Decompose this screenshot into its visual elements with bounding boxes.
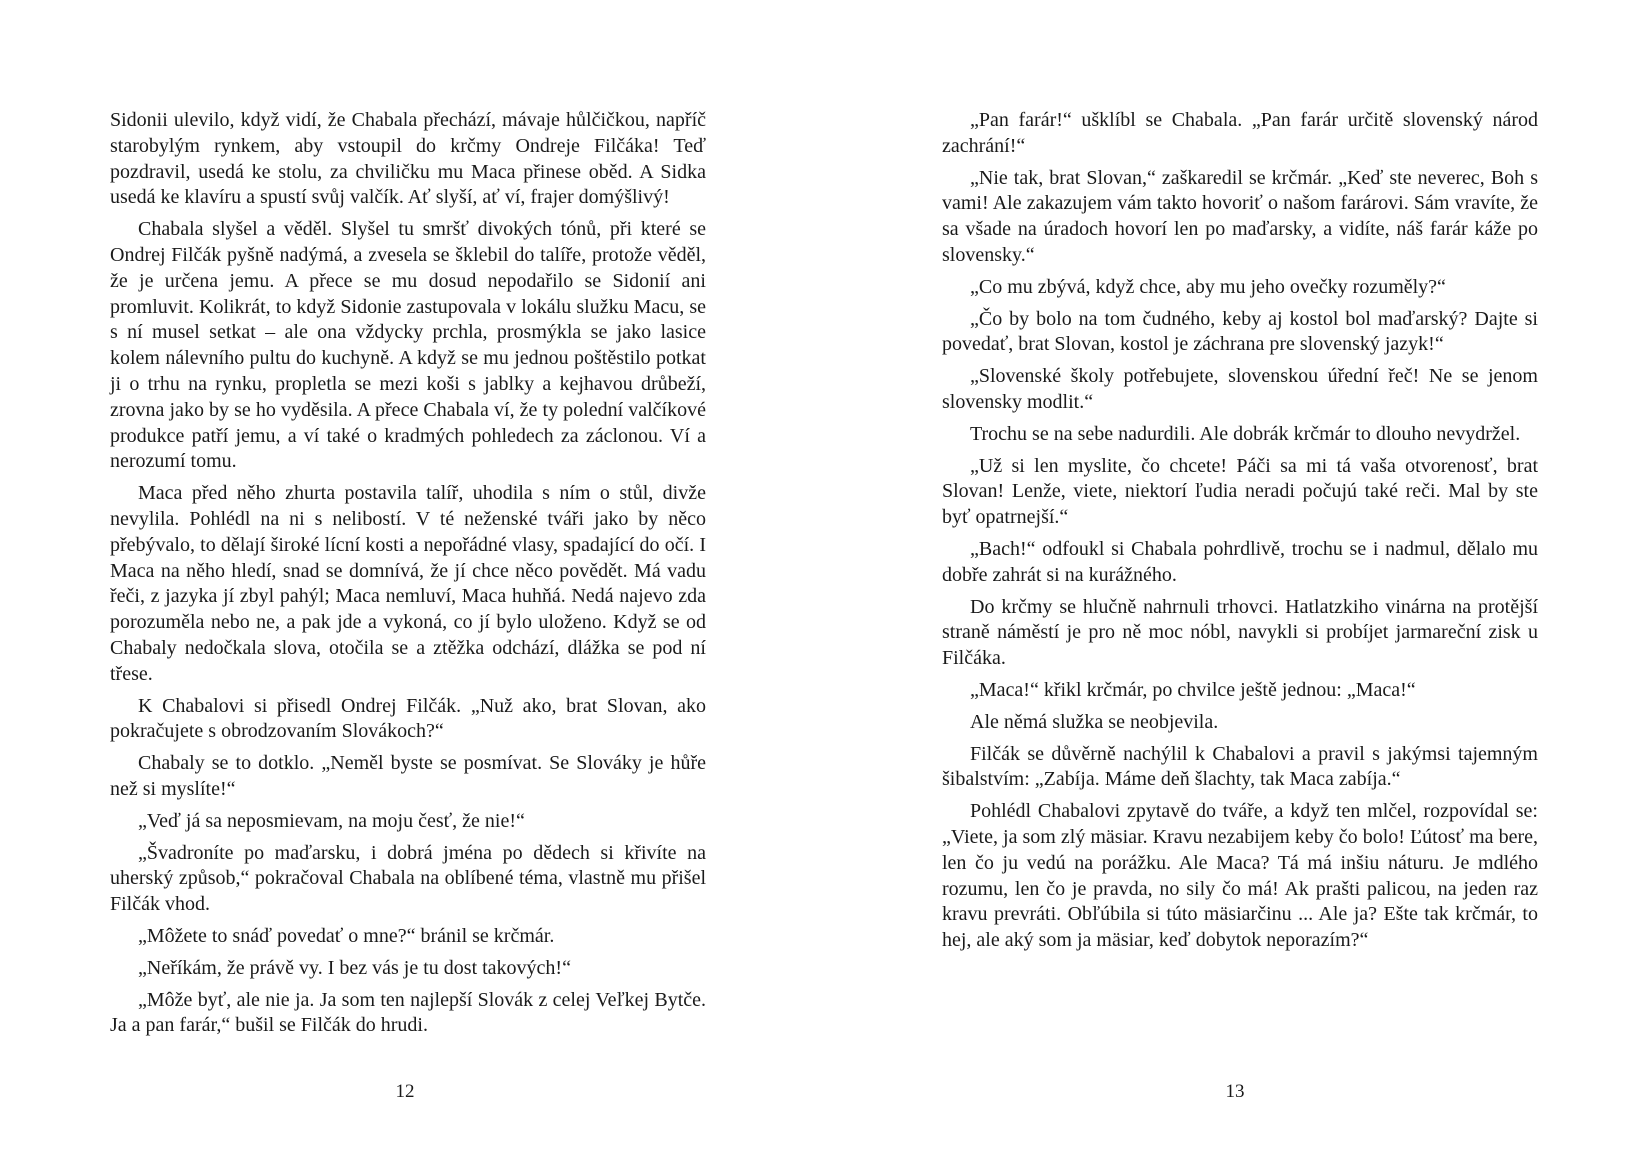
paragraph: „Bach!“ odfoukl si Chabala pohrdlivě, trochu se i nadmul, dělalo mu dobře zahrát si na kurážného. <box>942 537 1538 586</box>
paragraph: K Chabalovi si přisedl Ondrej Filčák. „Nuž ako, brat Slovan, ako pokračujete s obrodzovaním Slovákoch?“ <box>110 694 706 743</box>
right-page-text <box>942 108 1538 960</box>
right-page <box>820 0 1641 1153</box>
paragraph: „Nie tak, brat Slovan,“ zaškaredil se krčmár. „Keď ste neverec, Boh s vami! Ale zakazujem vám takto hovoriť o našom farárovi. Sám vravíte, že sa všade na úradoch hovorí len po maďarsky, a vidíte, náš farár káže po slovensky.“ <box>942 166 1538 266</box>
paragraph: „Co mu zbývá, když chce, aby mu jeho ovečky rozuměly?“ <box>970 275 1446 298</box>
page-number: 12 <box>395 1081 415 1102</box>
paragraph: „Maca!“ křikl krčmár, po chvilce ještě jednou: „Maca!“ <box>970 678 1416 701</box>
paragraph: Maca před něho zhurta postavila talíř, uhodila s ním o stůl, divže nevylila. Pohlédl na ni s nelibostí. V té neženské tváři jako by něco přebývalo, to dělají široké lícní kosti a nepořádné vlasy, spadající do očí. I Maca na něho hledí, snad se domnívá, že jí chce něco povědět. Má vadu řeči, z jazyka jí zbyl pahýl; Maca nemluví, Maca huhňá. Nedá najevo zda porozuměla nebo ne, a pak jde a vykoná, co jí bylo uloženo. Když se od Chabaly nedočkala slova, otočila se a ztěžka odchází, dlážka se pod ní třese. <box>110 482 706 685</box>
paragraph: „Slovenské školy potřebujete, slovenskou úřední řeč! Ne se jenom slovensky modlit.“ <box>942 365 1538 413</box>
paragraph: Filčák se důvěrně nachýlil k Chabalovi a pravil s jakýmsi tajemným šibalstvím: „Zabíja. Máme deň šlachty, tak Maca zabíja.“ <box>942 742 1538 791</box>
paragraph: Chabaly se to dotklo. „Neměl byste se posmívat. Se Slováky je hůře než si myslíte!“ <box>110 752 706 800</box>
paragraph: „Švadroníte po maďarsku, i dobrá jména po dědech si křivíte na uherský způsob,“ pokračoval Chabala na oblíbené téma, vlastně mu přišel Filčák vhod. <box>110 841 706 916</box>
paragraph: „Čo by bolo na tom čudného, keby aj kostol bol maďarský? Dajte si povedať, brat Slovan, kostol je záchrana pre slovenský jazyk!“ <box>942 307 1538 356</box>
paragraph: „Veď já sa neposmievam, na moju česť, že nie!“ <box>138 809 525 832</box>
paragraph: „Pan farár!“ ušklíbl se Chabala. „Pan farár určitě slovenský národ zachrání!“ <box>942 109 1538 157</box>
paragraph: Chabala slyšel a věděl. Slyšel tu smršť divokých tónů, při které se Ondrej Filčák pyšně nadýmá, a zvesela se šklebil do talíře, protože věděl, že je určena jemu. A přece se mu dosud nepodařilo se Sidonií ani promluvit. Kolikrát, to když Sidonie zastupovala v lokálu služku Macu, se s ní musel setkat – ale ona vždycky prchla, prosmýkla se jako lasice kolem nálevního pultu do kuchyně. A když se mu jednou poštěstilo potkat ji o trhu na rynku, propletla se mezi koši s jablky a kejhavou drůbeží, zrovna jako by se ho vyděsila. A přece Chabala ví, že ty polední valčíkové produkce patří jemu, a ví také o kradmých pohledech za záclonou. Ví a nerozumí tomu. <box>110 218 706 473</box>
left-page <box>0 0 820 1153</box>
paragraph: „Neříkám, že právě vy. I bez vás je tu dost takových!“ <box>138 956 571 979</box>
paragraph: Pohlédl Chabalovi zpytavě do tváře, a když ten mlčel, rozpovídal se: „Viete, ja som zlý mäsiar. Kravu nezabijem keby čo bolo! Ľútosť ma bere, len čo ju vedú na porážku. Ale Maca? Tá má inšiu náturu. Je mdlého rozumu, len čo je pravda, no sily čo má! Ak prašti palicou, na jeden raz kravu prevráti. Obľúbila si túto mäsiarčinu ... Ale ja? Ešte tak krčmár, to hej, ale aký som ja mäsiar, keď dobytok neporazím?“ <box>942 800 1538 952</box>
paragraph: „Môže byť, ale nie ja. Ja som ten najlepší Slovák z celej Veľkej Bytče. Ja a pan farár,“ bušil se Filčák do hrudi. <box>110 988 706 1037</box>
paragraph: Trochu se na sebe nadurdili. Ale dobrák krčmár to dlouho nevydržel. <box>970 422 1521 445</box>
left-page-text <box>110 108 706 1045</box>
page-number: 13 <box>1225 1081 1245 1102</box>
paragraph: Ale němá služka se neobjevila. <box>970 710 1219 733</box>
paragraph: „Môžete to snáď povedať o mne?“ bránil se krčmár. <box>138 924 555 947</box>
paragraph: Do krčmy se hlučně nahrnuli trhovci. Hatlatzkiho vinárna na protější straně náměstí je pro ně moc nóbl, navykli si probíjet jarmareční zisk u Filčáka. <box>942 595 1538 670</box>
paragraph: „Už si len myslite, čo chcete! Páči sa mi tá vaša otvorenosť, brat Slovan! Lenže, viete, niektorí ľudia neradi počujú také reči. Mal by ste byť opatrnejší.“ <box>942 454 1538 529</box>
paragraph: Sidonii ulevilo, když vidí, že Chabala přechází, mávaje hůlčičkou, napříč starobylým rynkem, aby vstoupil do krčmy Ondreje Filčáka! Teď pozdravil, usedá ke stolu, za chviličku mu Maca přinese oběd. A Sidka usedá ke klavíru a spustí svůj valčík. Ať slyší, ať ví, frajer domýšlivý! <box>110 109 706 209</box>
